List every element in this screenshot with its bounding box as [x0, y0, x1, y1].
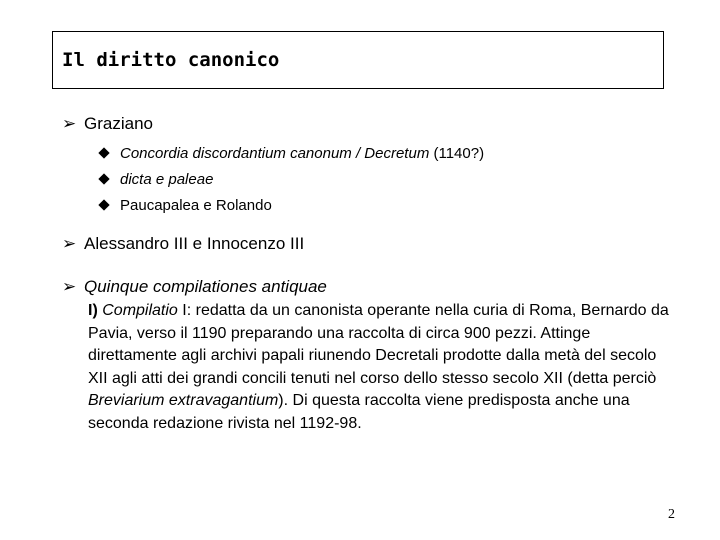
quinque-heading: Quinque compilationes antiquae [84, 277, 327, 296]
slide-title: Il diritto canonico [62, 49, 280, 71]
diamond-bullet-icon [98, 147, 109, 158]
popes-heading: Alessandro III e Innocenzo III [84, 234, 305, 253]
graziano-sublist [98, 140, 484, 218]
section-graziano [62, 114, 153, 134]
arrow-bullet-icon: ➢ [62, 277, 77, 296]
arrow-bullet-icon: ➢ [62, 114, 77, 133]
list-item: Concordia discordantium canonum / Decretum (1140?) [98, 140, 484, 166]
diamond-bullet-icon [98, 199, 109, 210]
section-popes [62, 234, 304, 254]
graziano-heading: Graziano [84, 114, 153, 133]
section-quinque [62, 277, 327, 297]
list-item: dicta e paleae [98, 166, 484, 192]
list-item: Paucapalea e Rolando [98, 192, 484, 218]
diamond-bullet-icon [98, 173, 109, 184]
slide-title-box [52, 31, 664, 89]
arrow-bullet-icon: ➢ [62, 234, 77, 253]
page-number: 2 [668, 507, 675, 522]
compilatio-paragraph: I) Compilatio I: redatta da un canonista operante nella curia di Roma, Bernardo da Pavia, verso il 1190 preparando una raccolta di circa 900 pezzi. Attinge direttamente agli archivi papali riunendo Decretali prodotte dalla metà del secolo XII agli atti dei grandi concili tenuti nel corso dello stesso secolo XII (detta perciò Breviarium extravagantium). Di questa raccolta viene predisposta anche una seconda redazione rivista nel 1192-98. [88, 302, 669, 432]
